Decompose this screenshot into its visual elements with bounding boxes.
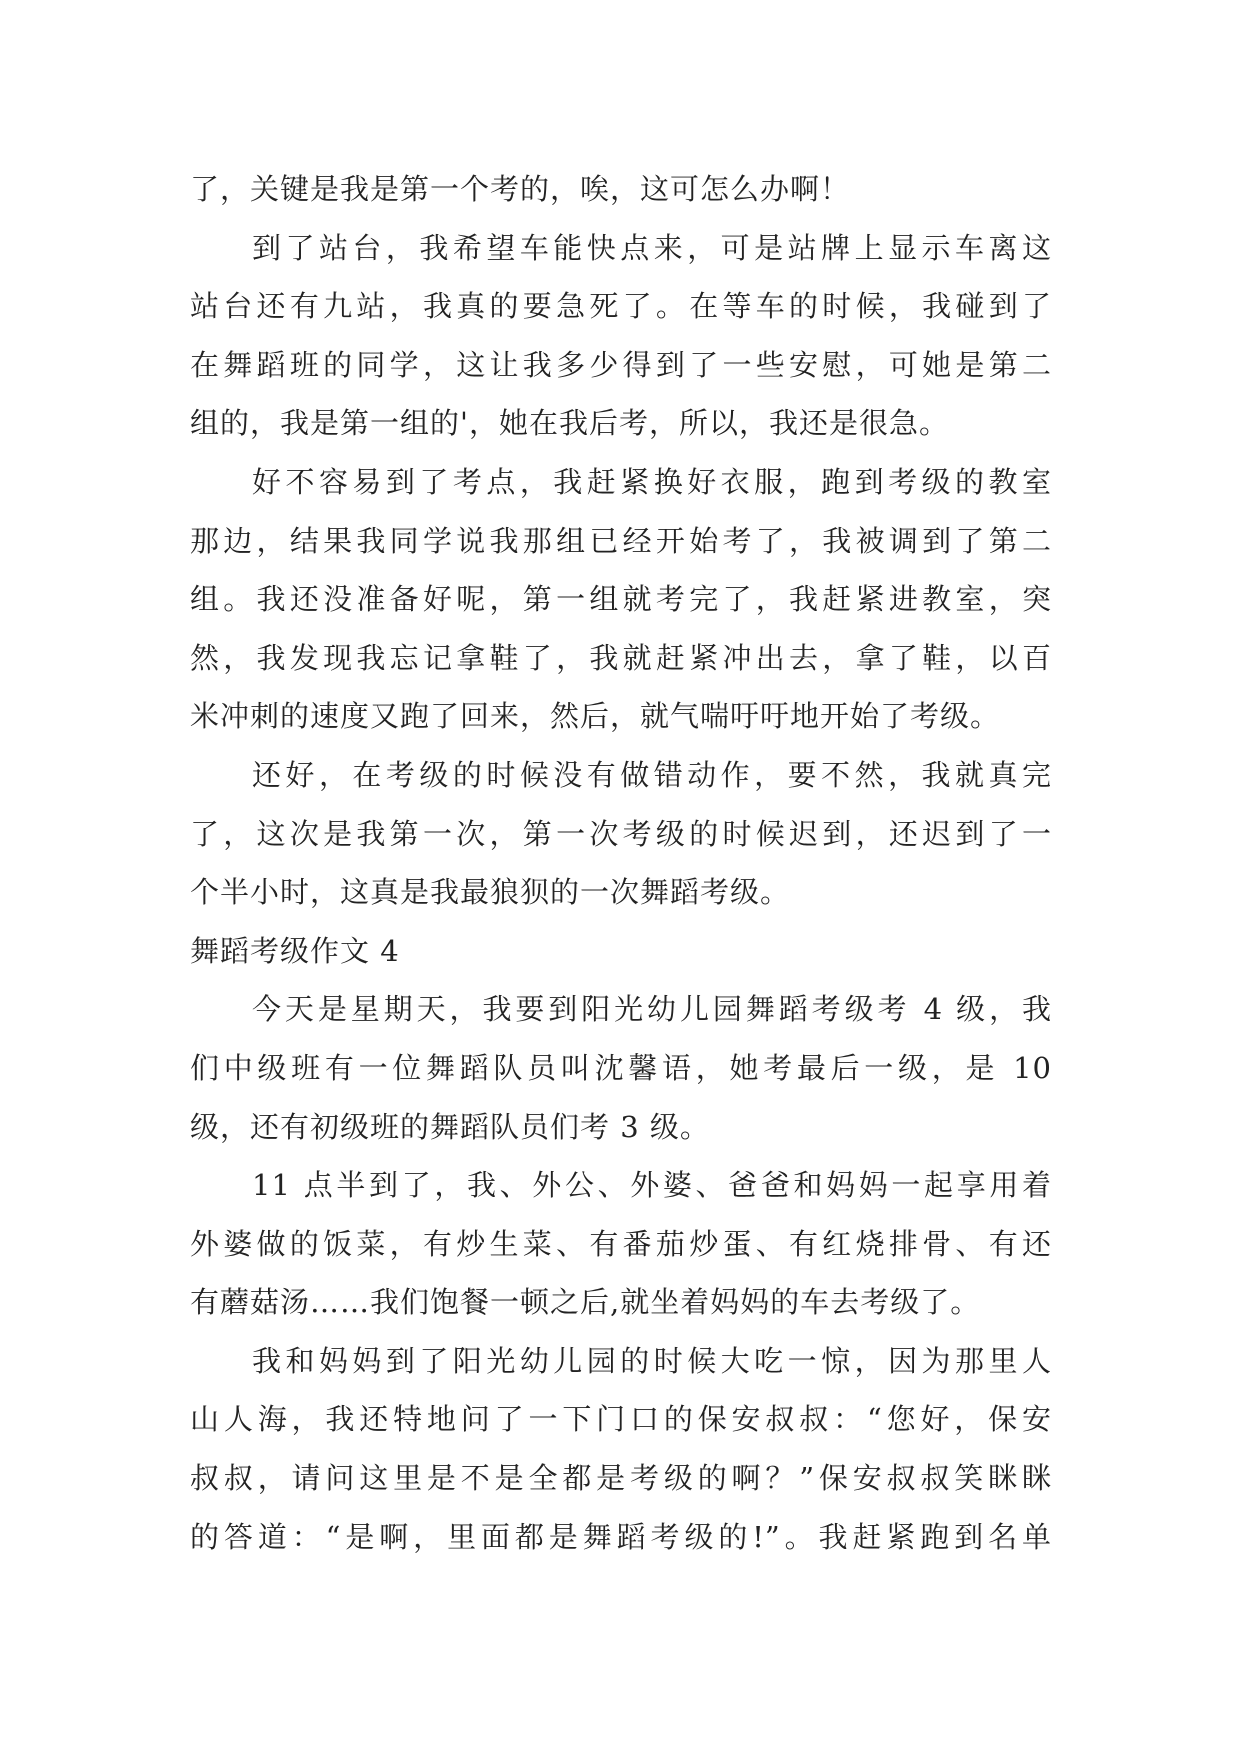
text-line-18: 11 点半到了，我、外公、外婆、爸爸和妈妈一起享用着 [252,1168,1052,1203]
text-line-10: 米冲刺的速度又跑了回来，然后，就气喘吁吁地开始了考级。 [190,699,1001,734]
text-line-4: 在舞蹈班的同学，这让我多少得到了一些安慰，可她是第二 [190,347,1052,382]
text-line-12: 了，这次是我第一次，第一次考级的时候迟到，还迟到了一 [190,816,1052,851]
text-line-5: 组的，我是第一组的'，她在我后考，所以，我还是很急。 [190,406,949,441]
text-line-8: 组。我还没准备好呢，第一组就考完了，我赶紧进教室，突 [190,582,1052,617]
text-line-1: 了，关键是我是第一个考的，唉，这可怎么办啊！ [190,172,851,206]
essay-body [190,160,1052,1566]
section-heading: 舞蹈考级作文 4 [190,933,400,968]
text-line-9: 然，我发现我忘记拿鞋了，我就赶紧冲出去，拿了鞋，以百 [190,640,1052,675]
text-line-17: 级，还有初级班的舞蹈队员们考 3 级。 [190,1109,710,1144]
text-line-19: 外婆做的饭菜，有炒生菜、有番茄炒蛋、有红烧排骨、有还 [190,1226,1052,1261]
text-line-24: 的答道：“是啊，里面都是舞蹈考级的!”。我赶紧跑到名单 [190,1519,1052,1554]
text-line-22: 山人海，我还特地问了一下门口的保安叔叔：“您好，保安 [190,1402,1052,1437]
text-line-16: 们中级班有一位舞蹈队员叫沈馨语，她考最后一级，是 10 [190,1050,1052,1085]
text-line-3: 站台还有九站，我真的要急死了。在等车的时候，我碰到了 [190,289,1052,324]
text-line-2: 到了站台，我希望车能快点来，可是站牌上显示车离这 [252,230,1052,265]
text-line-20: 有蘑菇汤……我们饱餐一顿之后,就坐着妈妈的车去考级了。 [190,1285,981,1320]
text-line-11: 还好，在考级的时候没有做错动作，要不然，我就真完 [252,757,1052,792]
text-line-15: 今天是星期天，我要到阳光幼儿园舞蹈考级考 4 级，我 [252,992,1052,1027]
text-line-13: 个半小时，这真是我最狼狈的一次舞蹈考级。 [190,875,791,910]
text-line-21: 我和妈妈到了阳光幼儿园的时候大吃一惊，因为那里人 [252,1343,1052,1378]
text-line-6: 好不容易到了考点，我赶紧换好衣服，跑到考级的教室 [252,464,1052,499]
text-line-23: 叔叔，请问这里是不是全都是考级的啊？”保安叔叔笑眯眯 [190,1461,1052,1496]
text-line-7: 那边，结果我同学说我那组已经开始考了，我被调到了第二 [190,523,1052,558]
